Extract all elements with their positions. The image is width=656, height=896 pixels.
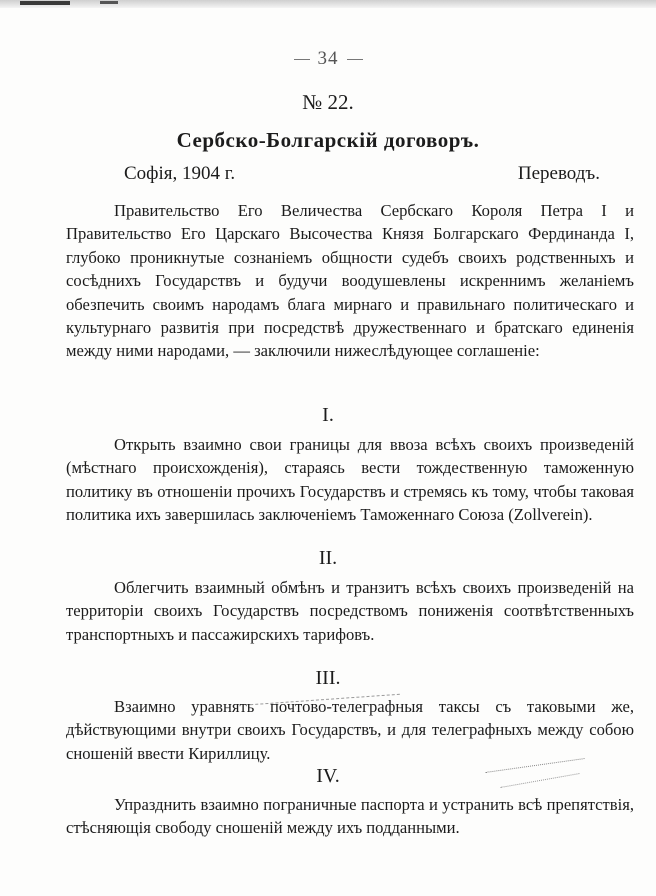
article-numeral: I. bbox=[322, 404, 334, 426]
page-number: 34 bbox=[0, 48, 656, 70]
document-title: Сербско-Болгарскій договоръ. bbox=[176, 128, 480, 152]
article-numeral: II. bbox=[318, 547, 338, 569]
article-text: Облегчить взаимный обмѣнъ и транзитъ всѣхъ своихъ произведеній на территоріи своихъ Государствъ посредствомъ пониженія соотвѣтственныхъ транспортныхъ и пассажирскихъ тарифовъ. bbox=[66, 578, 634, 644]
translation-label: Переводъ. bbox=[517, 163, 600, 184]
article-numeral: IV. bbox=[316, 765, 340, 787]
document-number: № 22. bbox=[302, 90, 354, 114]
scan-edge bbox=[0, 0, 656, 8]
place-date: Софія, 1904 г. bbox=[124, 163, 236, 184]
article-numeral: III. bbox=[315, 667, 341, 689]
article-text: Упразднить взаимно пограничные паспорта и устранить всѣ препятствія, стѣсняющія свободу сношеній между ихъ подданными. bbox=[66, 795, 634, 838]
article-text: Взаимно уравнять почтово-телеграфныя таксы съ таковыми же, дѣйствующими внутри своихъ Государствъ, и для телеграфныхъ между собою сношеній ввести Кириллицу. bbox=[66, 697, 634, 763]
article-text: Открыть взаимно свои границы для ввоза всѣхъ своихъ произведеній (мѣстнаго происхожденія), стараясь вести тождественную таможенную политику въ отношеніи прочихъ Государствъ и стремясь къ тому, чтобы таковая политика ихъ завершилась заключеніемъ Таможеннаго Союза (Zollverein). bbox=[66, 435, 634, 525]
preamble-paragraph: Правительство Его Величества Сербскаго Короля Петра I и Правительство Его Царскаго Высочества Князя Болгарскаго Фердинанда I, глубоко проникнутые сознаніемъ общности судебъ своихъ родственныхъ и сосѣднихъ Государствъ и будучи воодушевлены искреннимъ желаніемъ обезпечить своимъ народамъ блага мирнаго и правильнаго политическаго и культурнаго развитія при посредствѣ дружественнаго и братскаго единенія между ними народами, — заключили нижеслѣдующее соглашеніе: bbox=[66, 201, 634, 361]
